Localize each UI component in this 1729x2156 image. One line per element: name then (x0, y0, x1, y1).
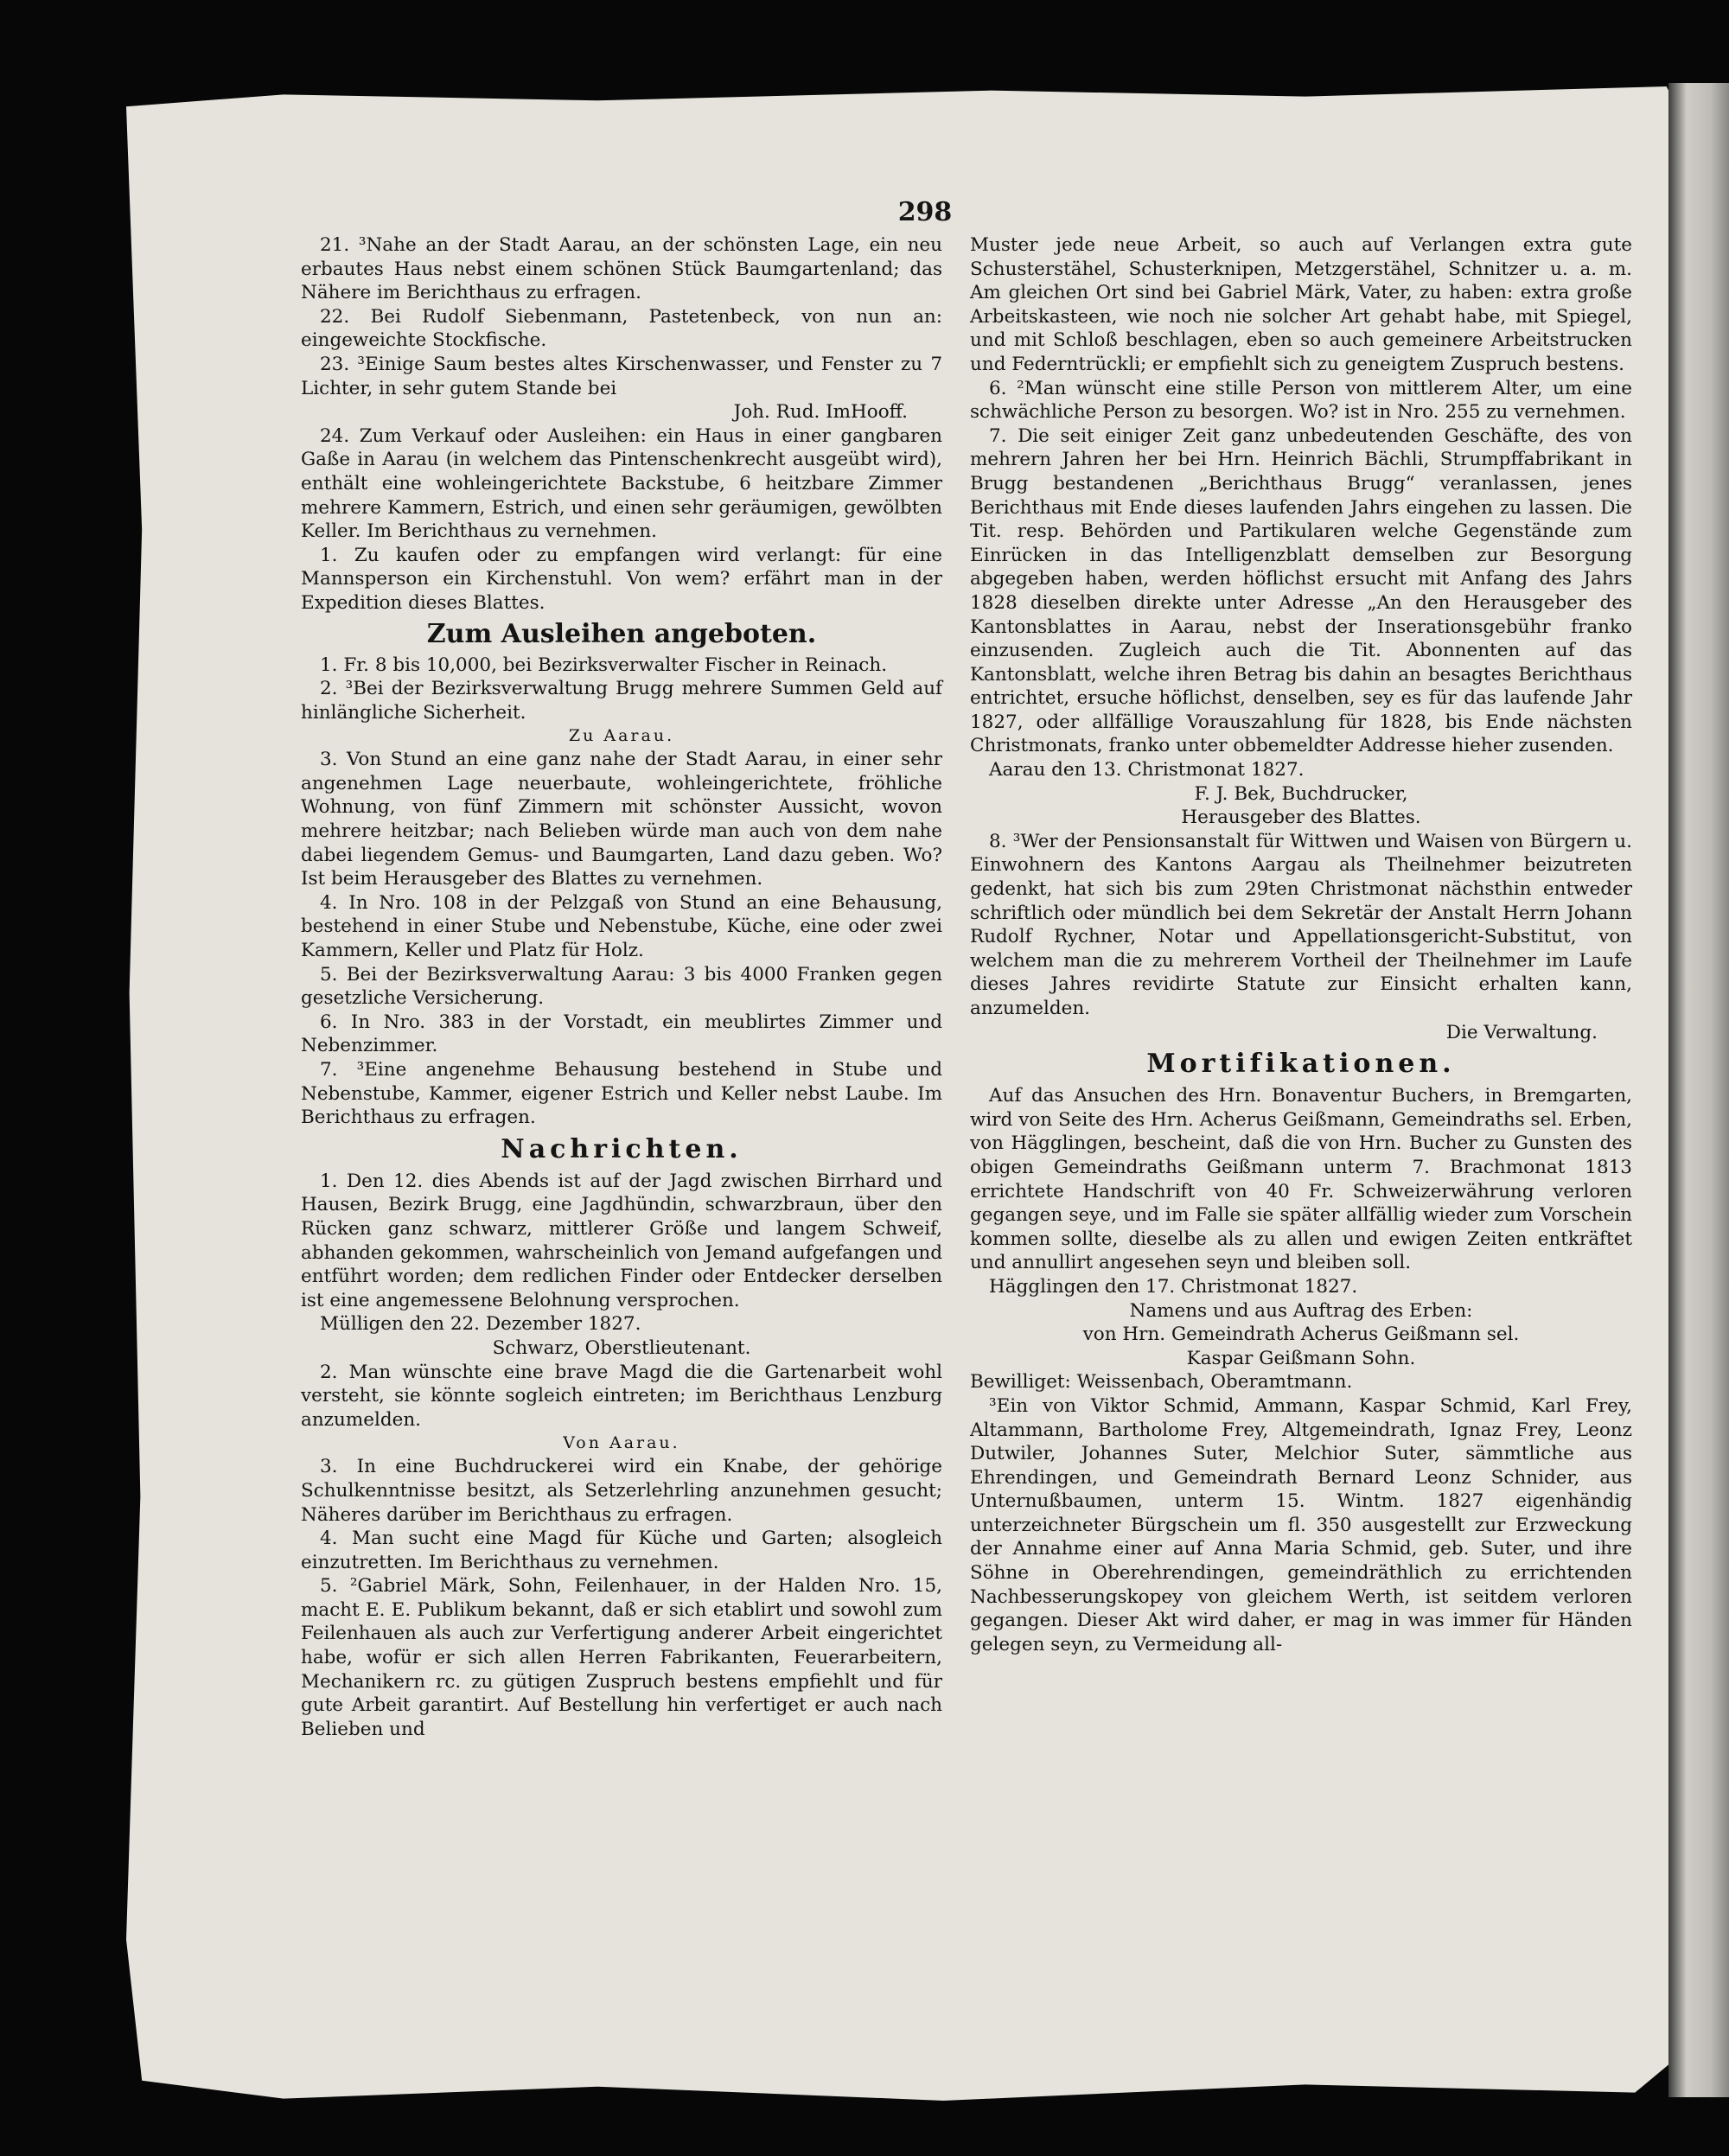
page-number: 298 (897, 197, 953, 227)
heading-ausleihen: Zum Ausleihen angeboten. (426, 618, 817, 649)
subheading-zu-aarau: Zu Aarau. (568, 726, 675, 746)
notice-21: 21. ³Nahe an der Stadt Aarau, an der schönsten Lage, ein neu erbautes Haus nebst einem schönen Stück Baumgartenland; das Nähere im Berichthaus zu erfragen. (301, 234, 942, 304)
news-1: 1. Den 12. dies Abends ist auf der Jagd zwischen Birrhard und Hausen, Bezirk Brugg, eine Jagdhündin, schwarzbraun, über den Rücken ganz schwarz, mittlerer Größe und langem Schweif, abhanden gekommen, wahrscheinlich von Jemand aufgefangen und entführt worden; dem redlichen Finder oder Entdecker derselben ist eine angemessene Belohnung versprochen. (301, 1170, 942, 1311)
notice-23-signature: Joh. Rud. ImHooff. (733, 401, 908, 424)
mortification-1: Auf das Ansuchen des Hrn. Bonaventur Buchers, in Bremgarten, wird von Seite des Hrn. Acherus Geißmann, Gemeindraths sel. Erben, von Hägglingen, bescheint, daß die von Hrn. Bucher zu Gunsten des obigen Gemeindraths Geißmann unterm 7. Brachmonat 1813 errichtete Handschrift von 40 Fr. Schweizerwährung verloren gegangen seye, und im Falle sie später allfällig wieder zum Vorschein kommen sollte, dieselbe als zu allen und ewigen Zeiten entkräftet und annullirt angesehen seyn und bleiben soll. (970, 1085, 1632, 1274)
mortification-1-signature-line-2: von Hrn. Gemeindrath Acherus Geißmann sel. (1082, 1324, 1520, 1346)
loan-1: 1. Fr. 8 bis 10,000, bei Bezirksverwalter Fischer in Reinach. (320, 654, 888, 676)
news-7-signature-name: F. J. Bek, Buchdrucker, (1194, 782, 1408, 805)
news-8-signature: Die Verwaltung. (1445, 1021, 1598, 1043)
mortification-1-signature-line-1: Namens und aus Auftrag des Erben: (1129, 1299, 1473, 1322)
news-1-signature: Schwarz, Oberstlieutenant. (492, 1336, 751, 1359)
mortification-1-approval: Bewilliget: Weissenbach, Oberamtmann. (970, 1371, 1353, 1394)
notice-24: 24. Zum Verkauf oder Ausleihen: ein Haus in einer gangbaren Gaße in Aarau (in welchem das Pintenschenkrecht ausgeübt wird), enthält eine wohleingerichtete Backstube, 6 heitzbare Zimmer mehrere Kammern, Estrich, und einen sehr geräumigen, gewölbten Keller. Im Berichthaus zu vernehmen. (301, 424, 942, 543)
news-3: 3. In eine Buchdruckerei wird ein Knabe, der gehörige Schulkenntnisse besitzt, als Setzerlehrling anzunehmen gesucht; Näheres darüber im Berichthaus zu erfragen. (301, 1456, 942, 1526)
news-5: 5. ²Gabriel Märk, Sohn, Feilenhauer, in der Halden Nro. 15, macht E. E. Publikum bekannt, daß er sich etablirt und sowohl zum Feilenhauen als auch zur Verfertigung anderer Arbeit eingerichtet habe, wofür er sich allen Herren Fabrikanten, Feuerarbeitern, Mechanikern rc. zu gütigen Zuspruch bestens empfiehlt und für gute Arbeit garantirt. Auf Bestellung hin verfertiget er auch nach Belieben und (301, 1575, 942, 1740)
notice-kaufen: 1. Zu kaufen oder zu empfangen wird verlangt: für eine Mannsperson ein Kirchenstuhl. Von wem? erfährt man in der Expedition dieses Blattes. (301, 544, 942, 614)
loan-5: 5. Bei der Bezirksverwaltung Aarau: 3 bis 4000 Franken gegen gesetzliche Versicherung. (301, 963, 942, 1010)
news-4: 4. Man sucht eine Magd für Küche und Garten; alsogleich einzutretten. Im Berichthaus zu vernehmen. (301, 1528, 942, 1573)
book-spine (1668, 83, 1729, 2097)
news-5-continued: Muster jede neue Arbeit, so auch auf Verlangen extra gute Schusterstähel, Schusterknipen, Metzgerstähel, Schnitzer u. a. m. Am gleichen Ort sind bei Gabriel Märk, Vater, zu haben: extra große Arbeitskasteen, wie noch nie solcher Art gehabt habe, mit Spiegel, und mit Schloß beschlagen, eben so auch gemeinere Arbeitstrucken und Federntrückli; er empfiehlt sich zu geneigtem Zuspruch bestens. (970, 234, 1632, 375)
loan-4: 4. In Nro. 108 in der Pelzgaß von Stund an eine Behausung, bestehend in einer Stube und Nebenstube, Küche, eine oder zwei Kammern, Keller und Platz für Holz. (301, 891, 942, 962)
notice-23: 23. ³Einige Saum bestes altes Kirschenwasser, und Fenster zu 7 Lichter, in sehr gutem Stande bei (301, 353, 942, 399)
loan-7: 7. ³Eine angenehme Behausung bestehend in Stube und Nebenstube, Kammer, eigener Estrich und Keller nebst Laube. Im Berichthaus zu erfragen. (301, 1059, 942, 1129)
heading-nachrichten: Nachrichten. (501, 1133, 743, 1164)
news-2: 2. Man wünschte eine brave Magd die die Gartenarbeit wohl versteht, sie könnte sogleich eintreten; im Berichthaus Lenzburg anzumelden. (301, 1361, 942, 1431)
mortification-2: ³Ein von Viktor Schmid, Ammann, Kaspar Schmid, Karl Frey, Altammann, Bartholome Frey, Altgemeindrath, Ignaz Frey, Leonz Dutwiler, Johannes Suter, Melchior Suter, sämmtliche aus Ehrendingen, und Gemeindrath Bernard Leonz Schnider, aus Unternußbaumen, unterm 15. Wintm. 1827 eigenhändig unterzeichneter Bürgschein um fl. 350 ausgestellt zur Erzweckung der Annahme einer auf Anna Maria Schmid, geb. Suter, und ihre Söhne in Oberehrendingen, gemeindräthlich zu errichtenden Nachbesserungskopey von gleichem Werth, ist seitdem verloren gegangen. Dieser Akt wird daher, er mag in was immer für Händen gelegen seyn, zu Vermeidung all- (970, 1394, 1632, 1655)
mortification-1-signature-line-3: Kaspar Geißmann Sohn. (1186, 1347, 1416, 1369)
news-7-signature-title: Herausgeber des Blattes. (1181, 807, 1421, 829)
news-6: 6. ²Man wünscht eine stille Person von mittlerem Alter, um eine schwächliche Person zu besorgen. Wo? ist in Nro. 255 zu vernehmen. (970, 377, 1632, 424)
subheading-von-aarau: Von Aarau. (563, 1433, 680, 1453)
notice-22: 22. Bei Rudolf Siebenmann, Pastetenbeck, von nun an: eingeweichte Stockfische. (301, 305, 942, 352)
news-8: 8. ³Wer der Pensionsanstalt für Wittwen und Waisen von Bürgern u. Einwohnern des Kantons Aargau als Theilnehmer beizutreten gedenkt, hat sich bis zum 29ten Christmonat nächsthin entweder schriftlich oder mündlich bei dem Sekretär der Anstalt Herrn Johann Rudolf Rychner, Notar und Appellationsgericht-Substitut, von welchem man die zu mehrerem Vortheil der Theilnehmer im Laufe dieses Jahres revidirte Statute zur Einsicht erhalten kann, anzumelden. (970, 830, 1632, 1019)
loan-3: 3. Von Stund an eine ganz nahe der Stadt Aarau, in einer sehr angenehmen Lage neuerbaute, wohleingerichtete, fröhliche Wohnung, von fünf Zimmern mit schönster Aussicht, wovon mehrere heitzbar; nach Belieben würde man auch von dem nahe dabei liegendem Gemus- und Baumgarten, Land dazu geben. Wo? Ist beim Herausgeber des Blattes zu vernehmen. (301, 749, 942, 890)
news-7-date: Aarau den 13. Christmonat 1827. (989, 759, 1305, 781)
left-column (301, 233, 942, 1741)
loan-6: 6. In Nro. 383 in der Vorstadt, ein meublirtes Zimmer und Nebenzimmer. (301, 1011, 942, 1057)
right-column (970, 233, 1632, 1656)
loan-2: 2. ³Bei der Bezirksverwaltung Brugg mehrere Summen Geld auf hinlängliche Sicherheit. (301, 678, 942, 724)
news-1-date: Mülligen den 22. Dezember 1827. (320, 1313, 641, 1336)
heading-mortifikationen: Mortifikationen. (1146, 1049, 1456, 1080)
news-7: 7. Die seit einiger Zeit ganz unbedeutenden Geschäfte, des von mehrern Jahren her bei Hrn. Heinrich Bächli, Strumpffabrikant in Brugg bestandenen „Berichthaus Brugg“ veranlassen, jenes Berichthaus mit Ende dieses laufenden Jahrs eingehen zu lassen. Die Tit. resp. Behörden und Partikularen welche Gegenstände zum Einrücken in das Intelligenzblatt demselben zur Besorgung abgegeben haben, werden höflichst ersucht mit Anfang des Jahrs 1828 dieselben direkte unter Adresse „An den Herausgeber des Kantonsblattes in Aarau, nebst der Inserationsgebühr franko einzusenden. Zugleich auch die Tit. Abonnenten auf das Kantonsblatt, welche ihren Betrag bis dahin an besagtes Berichthaus entrichtet, ersuche höflichst, denselben, sey es für das laufende Jahr 1827, oder allfällige Vorauszahlung für 1828, bis Ende nächsten Christmonats, franko unter obbemeldter Addresse hieher zusenden. (970, 424, 1632, 757)
mortification-1-date: Hägglingen den 17. Christmonat 1827. (989, 1275, 1358, 1298)
